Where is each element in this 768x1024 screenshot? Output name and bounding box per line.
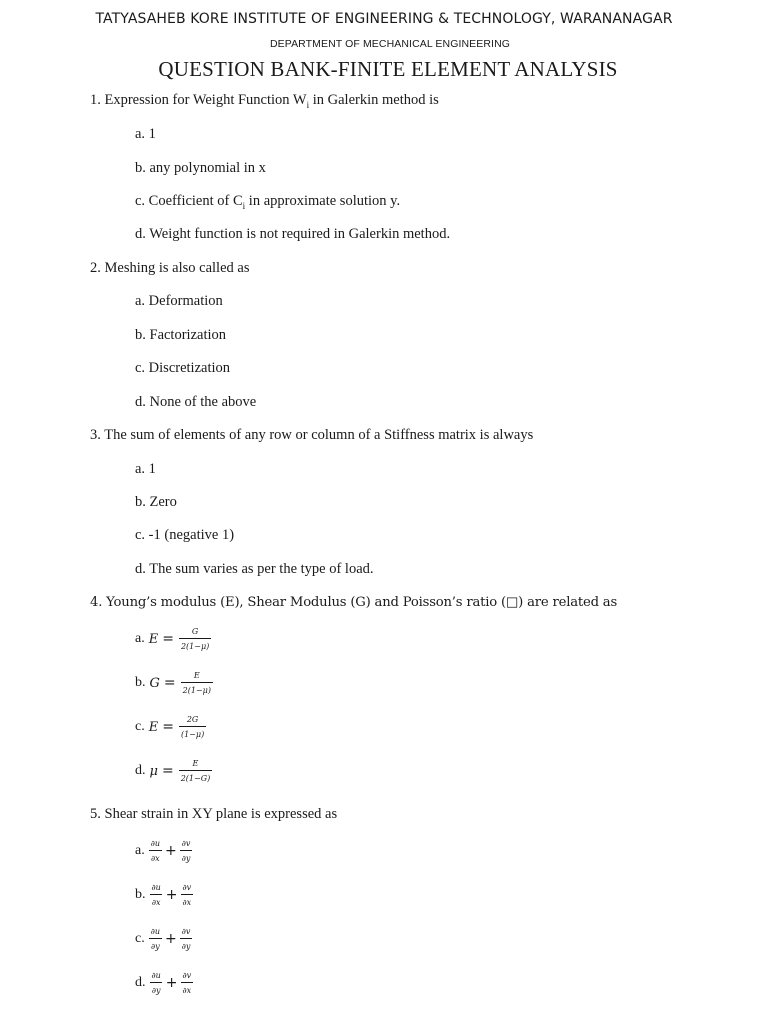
option-letter: a. xyxy=(135,843,145,858)
fraction xyxy=(179,714,206,740)
formula-lhs: E xyxy=(148,719,159,735)
question-4-option-c xyxy=(135,714,206,740)
fraction-numerator: ∂u xyxy=(151,971,161,980)
question-1-text-after: in Galerkin method is xyxy=(309,92,439,108)
fraction-numerator: E xyxy=(192,759,199,768)
question-5-option-b xyxy=(135,882,193,908)
question-5: 5. Shear strain in XY plane is expressed as xyxy=(90,806,338,822)
plus-sign: + xyxy=(165,843,177,859)
plus-sign: + xyxy=(165,931,177,947)
fraction xyxy=(150,970,163,996)
option-letter: b. xyxy=(135,675,146,690)
fraction-numerator: ∂v xyxy=(182,971,192,980)
fraction xyxy=(181,882,194,908)
fraction-numerator: ∂v xyxy=(182,883,192,892)
fraction xyxy=(179,758,213,784)
fraction-numerator: ∂v xyxy=(181,839,191,848)
fraction-denominator: ∂y xyxy=(149,938,162,952)
question-1-option-b: b. any polynomial in x xyxy=(135,160,266,176)
equals-sign: = xyxy=(162,631,174,647)
page-title: QUESTION BANK-FINITE ELEMENT ANALYSIS xyxy=(158,57,618,81)
fraction-denominator: ∂x xyxy=(150,894,163,908)
question-4: 4. Young’s modulus (E), Shear Modulus (G) and Poisson’s ratio (□) are related as xyxy=(90,595,618,610)
fraction xyxy=(180,926,193,952)
option-letter: b. xyxy=(135,887,146,902)
question-5-option-d xyxy=(135,970,193,996)
option-letter: c. xyxy=(135,931,145,946)
question-1-text-before: 1. Expression for Weight Function W xyxy=(90,92,307,108)
question-4-option-d xyxy=(135,758,212,784)
fraction-denominator: 2(1−μ) xyxy=(181,682,213,696)
question-1-option-a: a. 1 xyxy=(135,126,156,142)
fraction-numerator: ∂u xyxy=(150,839,161,848)
fraction-denominator: ∂x xyxy=(181,894,194,908)
question-2: 2. Meshing is also called as xyxy=(90,260,250,276)
fraction xyxy=(150,882,163,908)
equals-sign: = xyxy=(163,675,176,691)
fraction-denominator: ∂y xyxy=(180,850,193,864)
option-letter: d. xyxy=(135,975,146,990)
fraction xyxy=(179,626,211,652)
fraction xyxy=(149,926,162,952)
fraction-denominator: 2(1−μ) xyxy=(179,638,211,652)
question-1 xyxy=(90,92,439,110)
question-1-option-c-after: in approximate solution y. xyxy=(245,193,401,209)
question-2-option-b: b. Factorization xyxy=(135,327,227,343)
formula-lhs: E xyxy=(148,631,159,647)
option-letter: d. xyxy=(135,763,146,778)
fraction xyxy=(181,670,213,696)
fraction xyxy=(149,838,162,864)
institute-name: TATYASAHEB KORE INSTITUTE OF ENGINEERING & TECHNOLOGY, WARANANAGAR xyxy=(95,11,673,27)
fraction-denominator: ∂y xyxy=(150,982,163,996)
fraction-numerator: G xyxy=(191,627,199,636)
fraction-numerator: ∂u xyxy=(150,927,161,936)
question-1-option-c-subscript: i xyxy=(242,200,246,211)
question-3-option-a: a. 1 xyxy=(135,461,156,477)
fraction-denominator: ∂x xyxy=(149,850,162,864)
question-3-option-d: d. The sum varies as per the type of load. xyxy=(135,561,374,577)
question-3: 3. The sum of elements of any row or column of a Stiffness matrix is always xyxy=(90,427,534,443)
fraction-numerator: ∂u xyxy=(151,883,161,892)
question-1-subscript: i xyxy=(306,99,310,110)
equals-sign: = xyxy=(161,763,174,779)
fraction xyxy=(181,970,194,996)
question-1-option-c-before: c. Coefficient of C xyxy=(135,193,243,209)
fraction-denominator: 2(1−G) xyxy=(179,770,213,784)
fraction-denominator: ∂y xyxy=(180,938,193,952)
fraction-numerator: 2G xyxy=(186,715,199,724)
plus-sign: + xyxy=(165,975,178,991)
question-1-option-c xyxy=(135,193,400,211)
question-4-option-b xyxy=(135,670,213,696)
fraction-numerator: E xyxy=(193,671,200,680)
question-5-option-a xyxy=(135,838,192,864)
question-1-option-d: d. Weight function is not required in Galerkin method. xyxy=(135,226,451,242)
question-2-option-d: d. None of the above xyxy=(135,394,257,410)
option-letter: a. xyxy=(135,631,145,646)
formula-lhs: μ xyxy=(149,763,158,779)
fraction xyxy=(180,838,193,864)
formula-lhs: G xyxy=(149,675,160,691)
fraction-numerator: ∂v xyxy=(181,927,191,936)
plus-sign: + xyxy=(165,887,178,903)
question-2-option-a: a. Deformation xyxy=(135,293,223,309)
equals-sign: = xyxy=(162,719,174,735)
department-name: DEPARTMENT OF MECHANICAL ENGINEERING xyxy=(269,38,511,50)
question-2-option-c: c. Discretization xyxy=(135,360,231,376)
question-4-option-a xyxy=(135,626,211,652)
question-3-option-b: b. Zero xyxy=(135,494,177,510)
fraction-denominator: ∂x xyxy=(181,982,194,996)
question-3-option-c: c. -1 (negative 1) xyxy=(135,527,235,543)
fraction-denominator: (1−μ) xyxy=(179,726,206,740)
option-letter: c. xyxy=(135,719,145,734)
question-5-option-c xyxy=(135,926,192,952)
